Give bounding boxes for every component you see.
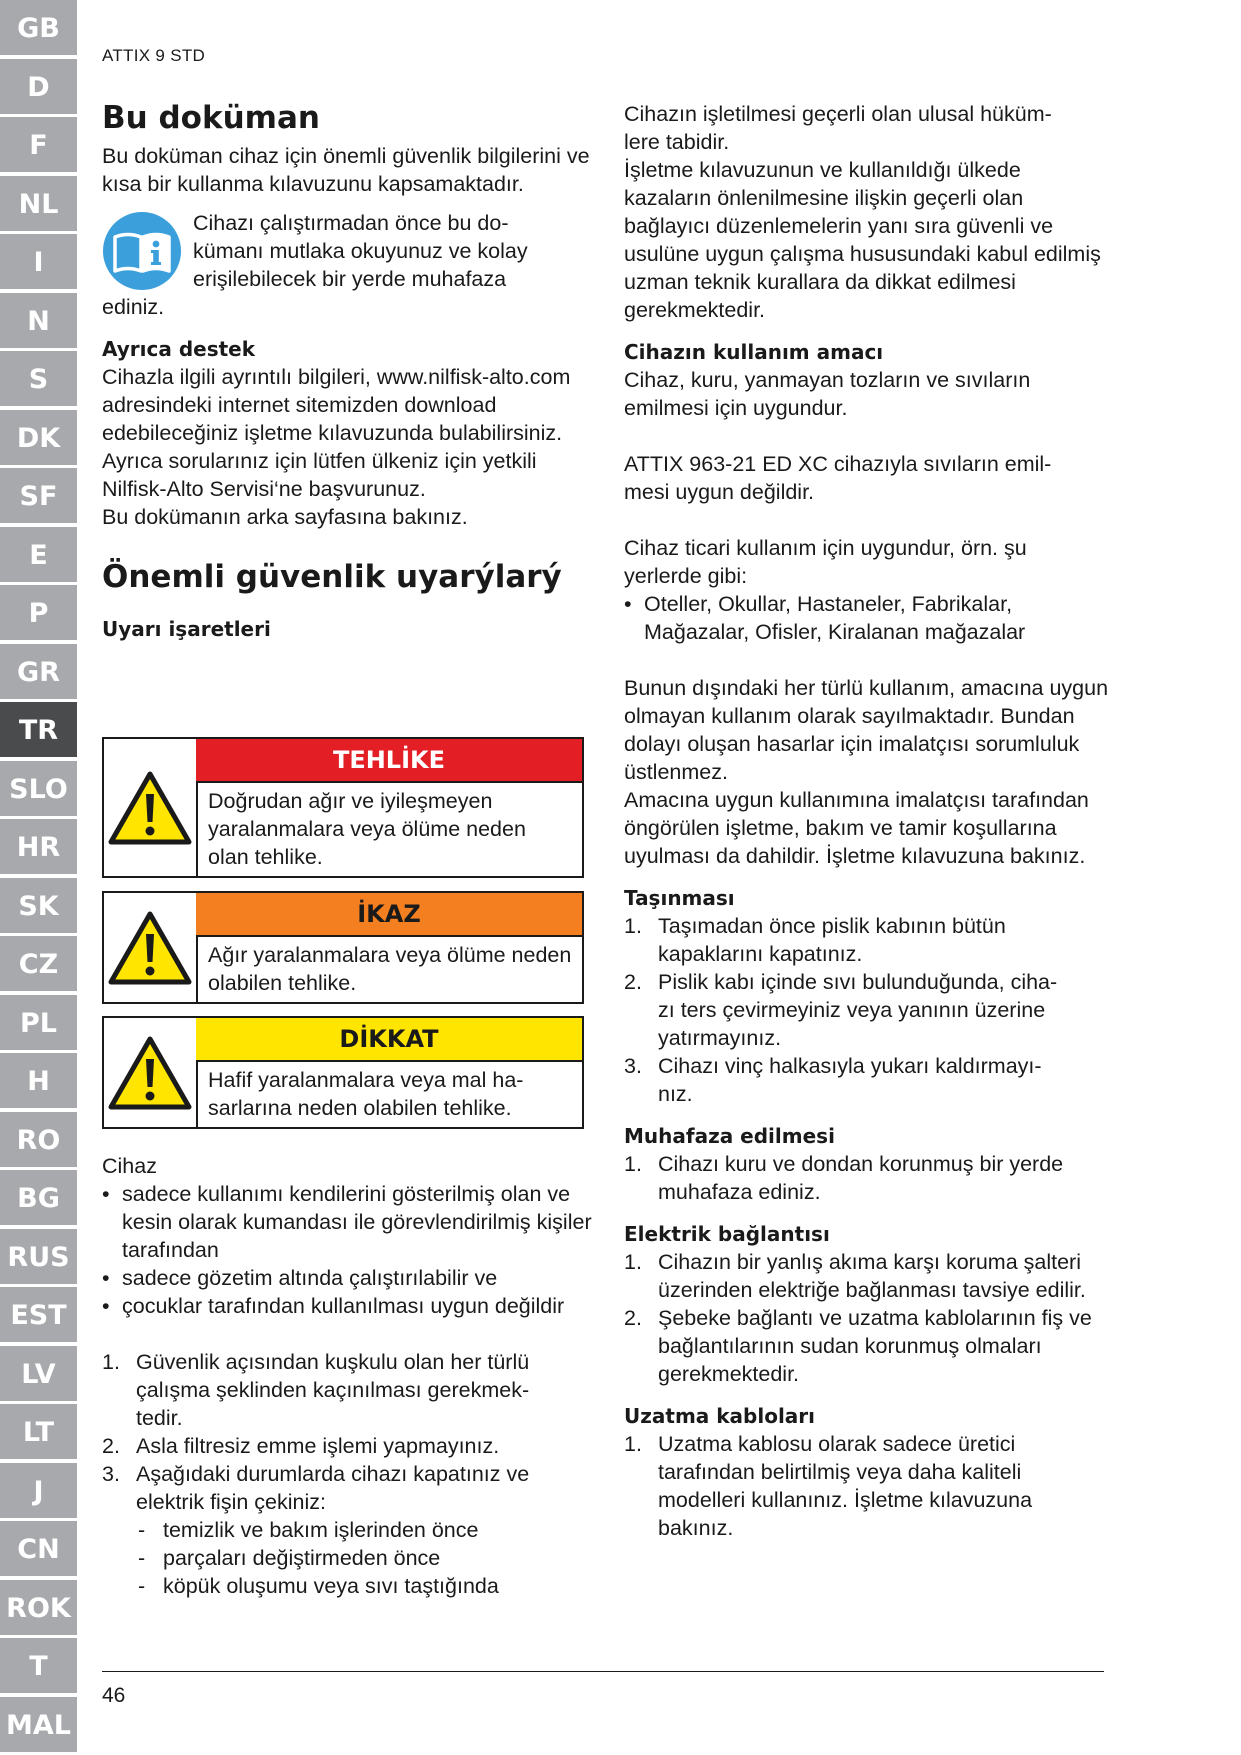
list-item: - parçaları değiştirmeden önce <box>138 1544 592 1572</box>
list-item: 2. Asla filtresiz emme işlemi yapmayınız. <box>102 1434 500 1458</box>
doc-title: Bu doküman <box>102 100 320 136</box>
device-bullets <box>102 1180 592 1320</box>
safety-title: Önemli güvenlik uyarýlarý <box>102 559 562 595</box>
language-tab-s[interactable]: S <box>0 351 77 408</box>
list-item: • çocuklar tarafından kullanılması uygun değildir <box>102 1292 592 1320</box>
danger-text: Doğrudan ağır ve iyileşmeyen yaralanmalara veya ölüme neden olan tehlike. <box>208 789 526 869</box>
caution-label: DİKKAT <box>196 1018 582 1062</box>
caution-text: Hafif yaralanmalara veya mal ha- sarlarına neden olabilen tehlike. <box>208 1068 524 1120</box>
language-tab-sk[interactable]: SK <box>0 878 77 935</box>
transport-title: Taşınması <box>624 886 735 910</box>
list-item: 2. Pislik kabı içinde sıvı bulunduğunda, ciha- zı ters çevirmeyiniz veya yanının üzerine yatırmayınız. <box>624 970 1058 1050</box>
danger-box <box>102 737 584 878</box>
language-tab-mal[interactable]: MAL <box>0 1697 77 1754</box>
warning-text: Ağır yaralanmalara veya ölüme neden olabilen tehlike. <box>208 943 572 995</box>
support-title: Ayrıca destek <box>102 337 256 361</box>
support-text: Cihazla ilgili ayrıntılı bilgileri, www.nilfisk-alto.com adresindeki internet sitemizden download edebileceğiniz işletme kılavuzunda bulabilirsiniz. <box>102 365 571 445</box>
storage-title: Muhafaza edilmesi <box>624 1124 835 1148</box>
list-item: • Oteller, Okullar, Hastaneler, Fabrikalar, Mağazalar, Ofisler, Kiralanan mağazalar <box>624 590 1109 646</box>
list-item: • sadece gözetim altında çalıştırılabilir ve <box>102 1264 592 1292</box>
list-item: 1. Uzatma kablosu olarak sadece üretici tarafından belirtilmiş veya daha kaliteli modelleri kullanınız. İşletme kılavuzuna bakınız. <box>624 1432 1033 1540</box>
read-manual-text: Cihazı çalıştırmadan önce bu do- kümanı mutlaka okuyunuz ve kolay erişilebilecek bir yerde muhafaza <box>193 211 528 291</box>
language-tab-cz[interactable]: CZ <box>0 936 77 993</box>
list-item: 1. Cihazı kuru ve dondan korunmuş bir yerde muhafaza ediniz. <box>624 1152 1064 1204</box>
support-text-2: Ayrıca sorularınız için lütfen ülkeniz için yetkili Nilfisk-Alto Servisi‘ne başvurunuz. <box>102 449 537 501</box>
rule3-dash-list <box>102 1516 592 1600</box>
proper-use-text: Amacına uygun kullanımına imalatçısı tarafından öngörülen işletme, bakım ve tamir koşullarına uyulması da dahildir. İşletme kılavuzuna bakınız. <box>624 788 1089 868</box>
device-intro: Cihaz <box>102 1154 157 1178</box>
language-tab-slo[interactable]: SLO <box>0 761 77 818</box>
language-tab-t[interactable]: T <box>0 1638 77 1695</box>
language-tabs <box>0 0 77 1755</box>
use-text: Cihaz, kuru, yanmayan tozların ve sıvıların emilmesi için uygundur. <box>624 368 1031 420</box>
right-column: Cihazın işletilmesi geçerli olan ulusal hüküm- lere tabidir. İşletme kılavuzunun ve kullanıldığı ülkede kazaların önlenilmesine ilişkin geçerli olan bağlayıcı düzenlemelerin yanı sıra güvenli ve usulüne uygun çalışma hususundaki kabul edilmiş uzman teknik kurallara da dikkat edilmesi gerekmektedir. Cihazın kullanım amacı Cihaz, kuru, yanmayan tozların ve sıvıların emilmesi için uygundur. ATTIX 963-21 ED XC cihazıyla sıvıların emil- mesi uygun değildir. Cihaz ticari kullanım için uygundur, örn. şu yerlerde gibi: • Oteller, Okullar, Hastaneler, Fabrikalar, Mağazalar, Ofisler, Kiralanan mağazalar Bunun dışındaki her türlü kullanım, amacına uygun olmayan kullanım olarak sayılmaktadır. Bundan dolayı oluşan hasarlar için imalatçısı sorumluluk üstlenmez. Amacına uygun kullanımına imalatçısı tarafından öngörülen işletme, bakım ve tamir koşullarına uyulması da dahildir. İşletme kılavuzuna bakınız. Taşınması 1. Taşımadan önce pislik kabının bütün kapaklarını kapatınız. 2. Pislik kabı içinde sıvı bulunduğunda, ciha- zı ters çevirmeyiniz veya yanının üzerine yatırmayınız. 3. Cihazı vinç halkasıyla yukarı kaldırmayı- nız. Muhafaza edilmesi 1. Cihazı kuru ve dondan korunmuş bir yerde muhafaza ediniz. Elektrik bağlantısı 1. Cihazın bir yanlış akıma karşı koruma şalteri üzerinden elektriğe bağlanması tavsiye edilir. 2. Şebeke bağlantı ve uzatma kablolarının fiş ve bağlantılarının sudan korunmuş olmaları gerekmektedir. Uzatma kabloları 1. Uzatma kablosu olarak sadece üretici tarafından belirtilmiş veya daha kaliteli modelleri kullanınız. İşletme kılavuzuna bakınız. <box>624 100 1109 1542</box>
caution-box <box>102 1016 584 1129</box>
electrical-list <box>624 1248 1109 1388</box>
warning-label: İKAZ <box>196 893 582 937</box>
language-tab-h[interactable]: H <box>0 1053 77 1110</box>
language-tab-sf[interactable]: SF <box>0 468 77 525</box>
language-tab-e[interactable]: E <box>0 527 77 584</box>
language-tab-hr[interactable]: HR <box>0 819 77 876</box>
page-number: 46 <box>102 1684 126 1707</box>
warning-triangle-icon <box>108 910 192 986</box>
language-tab-cn[interactable]: CN <box>0 1521 77 1578</box>
language-tab-ro[interactable]: RO <box>0 1112 77 1169</box>
language-tab-dk[interactable]: DK <box>0 410 77 467</box>
language-tab-d[interactable]: D <box>0 59 77 116</box>
support-text-3: Bu dokümanın arka sayfasına bakınız. <box>102 505 468 529</box>
list-item: 1. Cihazın bir yanlış akıma karşı koruma şalteri üzerinden elektriğe bağlanması tavsiye edilir. <box>624 1250 1086 1302</box>
language-tab-lt[interactable]: LT <box>0 1404 77 1461</box>
list-item: - temizlik ve bakım işlerinden önce <box>138 1516 592 1544</box>
electrical-title: Elektrik bağlantısı <box>624 1222 830 1246</box>
left-column: Bu doküman Bu doküman cihaz için önemli güvenlik bilgilerini ve kısa bir kullanma kılavuzunu kapsamaktadır. Cihazı çalıştırmadan önce bu do- kümanı mutlaka okuyunuz ve kolay erişilebilecek bir yerde muhafaza ediniz. Ayrıca destek Cihazla ilgili ayrıntılı bilgileri, www.nilfisk-alto.com adresindeki internet sitemizden download edebileceğiniz işletme kılavuzunda bulabilirsiniz. Ayrıca sorularınız için lütfen ülkeniz için yetkili Nilfisk-Alto Servisi‘ne başvurunuz. Bu dokümanın arka sayfasına bakınız. Önemli güvenlik uyarýlarý Uyarı işaretleri <box>102 98 592 643</box>
language-tab-i[interactable]: I <box>0 234 77 291</box>
regulation-text: İşletme kılavuzunun ve kullanıldığı ülkede kazaların önlenilmesine ilişkin geçerli olan bağlayıcı düzenlemelerin yanı sıra güvenli ve usulüne uygun çalışma hususundaki kabul edilmiş uzman teknik kurallara da dikkat edilmesi gerekmektedir. <box>624 158 1101 322</box>
list-item: 2. Şebeke bağlantı ve uzatma kablolarının fiş ve bağlantılarının sudan korunmuş olmaları gerekmektedir. <box>624 1306 1092 1386</box>
read-manual-icon <box>102 211 182 291</box>
other-use-text: Bunun dışındaki her türlü kullanım, amacına uygun olmayan kullanım olarak sayılmaktadır. Bundan dolayı oluşan hasarlar için imalatçısı sorumluluk üstlenmez. <box>624 676 1109 784</box>
use-title: Cihazın kullanım amacı <box>624 340 884 364</box>
doc-text: Bu doküman cihaz için önemli güvenlik bilgilerini ve kısa bir kullanma kılavuzunu kapsamaktadır. <box>102 144 590 196</box>
language-tab-rok[interactable]: ROK <box>0 1580 77 1637</box>
left-column-lower <box>102 1152 592 1600</box>
read-manual-note <box>102 209 592 293</box>
list-item: 1. Güvenlik açısından kuşkulu olan her türlü çalışma şeklinden kaçınılması gerekmek- tedir. <box>102 1350 530 1430</box>
warning-triangle-icon <box>108 770 192 846</box>
language-tab-lv[interactable]: LV <box>0 1346 77 1403</box>
language-tab-nl[interactable]: NL <box>0 176 77 233</box>
language-tab-rus[interactable]: RUS <box>0 1229 77 1286</box>
commercial-text: Cihaz ticari kullanım için uygundur, örn. şu yerlerde gibi: <box>624 536 1027 588</box>
list-item: - köpük oluşumu veya sıvı taştığında <box>138 1572 592 1600</box>
list-item: 3. Cihazı vinç halkasıyla yukarı kaldırmayı- nız. <box>624 1054 1042 1106</box>
language-tab-gb[interactable]: GB <box>0 0 77 57</box>
danger-label: TEHLİKE <box>196 739 582 783</box>
extension-list <box>624 1430 1109 1542</box>
language-tab-n[interactable]: N <box>0 293 77 350</box>
list-item: 3. Aşağıdaki durumlarda cihazı kapatınız ve elektrik fişin çekiniz: <box>102 1462 530 1514</box>
warning-triangle-icon <box>108 1035 192 1111</box>
footer-divider <box>102 1671 1104 1672</box>
language-tab-bg[interactable]: BG <box>0 1170 77 1227</box>
transport-list <box>624 912 1109 1108</box>
list-item: • sadece kullanımı kendilerini gösterilmiş olan ve kesin olarak kumandası ile görevlendirilmiş kişiler tarafından <box>102 1180 592 1264</box>
language-tab-pl[interactable]: PL <box>0 995 77 1052</box>
language-tab-f[interactable]: F <box>0 117 77 174</box>
safety-rules <box>102 1348 592 1516</box>
language-tab-tr[interactable]: TR <box>0 702 77 759</box>
extension-title: Uzatma kabloları <box>624 1404 816 1428</box>
language-tab-p[interactable]: P <box>0 585 77 642</box>
warning-box <box>102 891 584 1004</box>
warning-signs-title: Uyarı işaretleri <box>102 617 271 641</box>
language-tab-j[interactable]: J <box>0 1463 77 1520</box>
storage-list <box>624 1150 1109 1206</box>
model-header: ATTIX 9 STD <box>102 46 206 65</box>
language-tab-gr[interactable]: GR <box>0 644 77 701</box>
language-tab-est[interactable]: EST <box>0 1287 77 1344</box>
list-item: 1. Taşımadan önce pislik kabının bütün kapaklarını kapatınız. <box>624 914 1006 966</box>
